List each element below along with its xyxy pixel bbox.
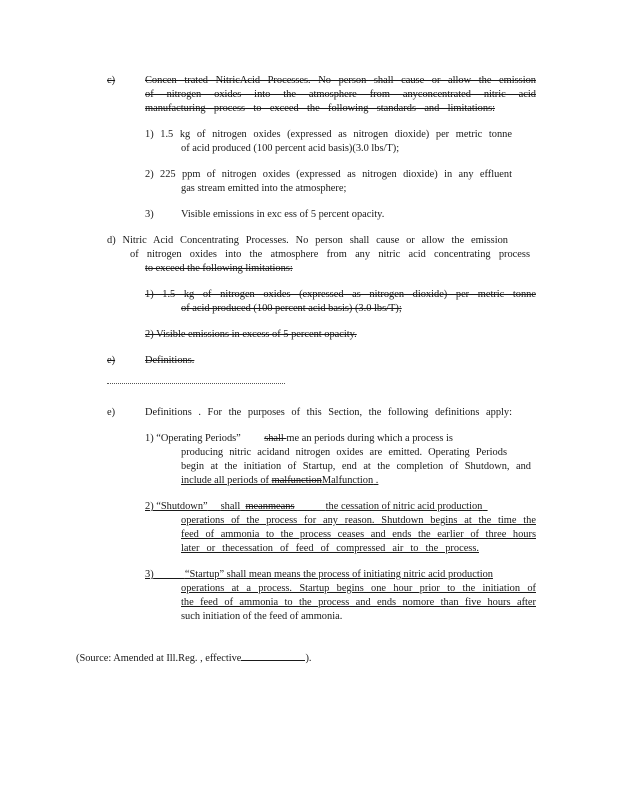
- definition-startup-line-2: operations at a process. Startup begins one hour prior to the initiation of: [181, 583, 536, 594]
- definition-shutdown-line-2: operations of the process for any reason. Shutdown begins at the time the: [181, 515, 536, 526]
- section-d-item-1-line-1: 1) 1.5 kg of nitrogen oxides (expressed as nitrogen dioxide) per metric tonne: [145, 289, 536, 300]
- shutdown-text-1: the cessation of nitric acid production: [325, 501, 483, 512]
- operating-periods-last-end: .: [373, 475, 379, 486]
- definition-startup-line-1: [145, 568, 493, 581]
- section-c-line-1: Concen trated NitricAcid Processes. No person shall cause or allow the emission: [145, 75, 536, 86]
- section-d-item-2: 2) Visible emissions in excess of 5 percent opacity.: [145, 329, 357, 340]
- shutdown-term: 2) “Shutdown”: [145, 501, 208, 512]
- definition-shutdown-line-1: [145, 500, 488, 513]
- source-note: [76, 650, 312, 665]
- section-e-old-label: e): [107, 355, 116, 366]
- source-suffix: ).: [305, 653, 312, 664]
- startup-number: 3): [145, 569, 154, 580]
- effective-date-blank: [241, 650, 305, 661]
- operating-periods-deleted-text: shall: [264, 433, 287, 444]
- definition-operating-periods-line-2: producing nitric acidand nitrogen oxides are emitted. Operating Periods: [181, 447, 507, 458]
- definition-shutdown-line-3: feed of ammonia to the process ceases and ends the earlier of three hours: [181, 529, 536, 540]
- operating-periods-deleted-malfunction: malfunction: [271, 475, 322, 486]
- shutdown-shall: shall: [220, 501, 241, 512]
- section-c-line-3: manufacturing process to exceed the following standards and limitations:: [145, 103, 495, 114]
- section-d-line-1: d) Nitric Acid Concentrating Processes. No person shall cause or allow the emission: [107, 235, 508, 246]
- shutdown-deleted-text: meanmeans: [245, 501, 295, 512]
- operating-periods-last-pre: include all periods of: [181, 475, 272, 486]
- definition-startup-line-3: the feed of ammonia to the process and ends nomore than five hours after: [181, 597, 536, 608]
- source-prefix: (Source: Amended at Ill.Reg. , effective: [76, 653, 242, 664]
- definition-startup-line-4: such initiation of the feed of ammonia.: [181, 611, 343, 622]
- section-c-item-2-line-2: gas stream emitted into the atmosphere;: [181, 183, 347, 194]
- section-c-item-3-number: 3): [145, 209, 154, 220]
- section-e-old-text: Definitions.: [145, 355, 195, 366]
- section-c-line-2: of nitrogen oxides into the atmosphere from anyconcentrated nitric acid: [145, 89, 536, 100]
- definition-operating-periods-line-4: [181, 474, 378, 487]
- operating-periods-inserted-malfunction: Malfunction: [321, 475, 374, 486]
- operating-periods-term: 1) “Operating Periods”: [145, 433, 241, 444]
- section-c-item-1-line-2: of acid produced (100 percent acid basis)(3.0 lbs/T);: [181, 143, 400, 154]
- section-e-heading: Definitions . For the purposes of this Section, the following definitions apply:: [145, 407, 512, 418]
- dotted-separator: [107, 383, 285, 384]
- section-d-line-3: to exceed the following limitations:: [145, 263, 293, 274]
- startup-text-1: “Startup” shall mean means the process of initiating nitric acid production: [184, 569, 493, 580]
- section-e-label: e): [107, 407, 116, 418]
- definition-operating-periods-line-1: [145, 432, 453, 445]
- section-c-item-2-line-1: 2) 225 ppm of nitrogen oxides (expressed as nitrogen dioxide) in any effluent: [145, 169, 512, 180]
- section-c-item-1-line-1: 1) 1.5 kg of nitrogen oxides (expressed as nitrogen dioxide) per metric tonne: [145, 129, 512, 140]
- section-d-item-1-line-2: of acid produced (100 percent acid basis) (3.0 lbs/T);: [181, 303, 402, 314]
- section-c-label: c): [107, 75, 116, 86]
- operating-periods-text-1: me an periods during which a process is: [286, 433, 453, 444]
- section-d-line-2: of nitrogen oxides into the atmosphere from any nitric acid concentrating process: [130, 249, 530, 260]
- definition-shutdown-line-4: later or thecessation of feed of compressed air to the process.: [181, 543, 479, 554]
- section-c-item-3-text: Visible emissions in exc ess of 5 percent opacity.: [181, 209, 385, 220]
- definition-operating-periods-line-3: begin at the initiation of Startup, end at the completion of Shutdown, and: [181, 461, 531, 472]
